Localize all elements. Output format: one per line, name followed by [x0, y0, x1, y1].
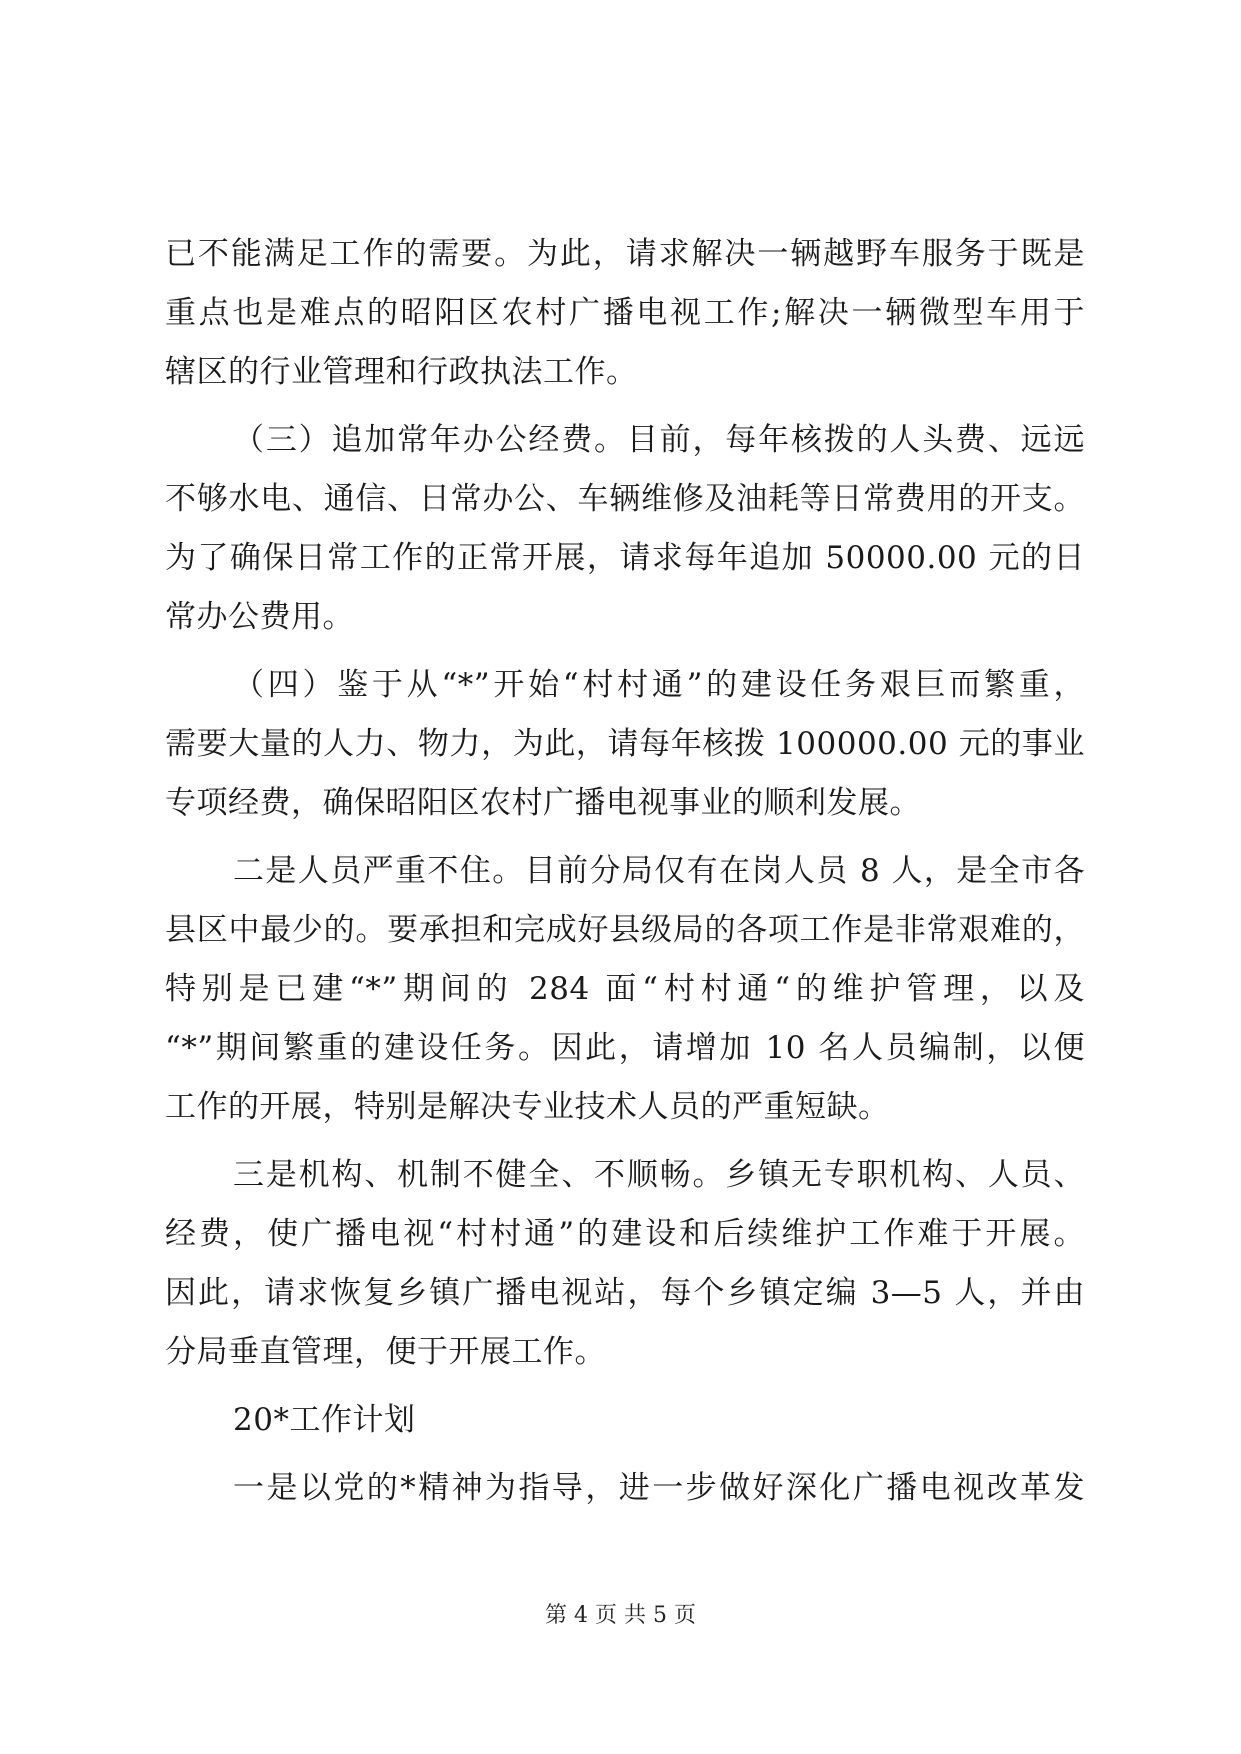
text-line-11: 二是人员严重不住。目前分局仅有在岗人员 8 人，是全市各: [233, 853, 1085, 889]
text-line-2: 重点也是难点的昭阳区农村广播电视工作;解决一辆微型车用于: [165, 295, 1085, 331]
text-line-6: 为了确保日常工作的正常开展，请求每年追加 50000.00 元的日: [165, 540, 1085, 576]
text-line-19: 分局垂直管理，便于开展工作。: [165, 1334, 606, 1370]
section-heading: 20*工作计划: [233, 1402, 416, 1438]
page-footer: 第 4 页 共 5 页: [545, 1603, 696, 1628]
text-line-12: 县区中最少的。要承担和完成好县级局的各项工作是非常艰难的，: [165, 912, 1085, 948]
text-line-13: 特别是已建“*”期间的 284 面“村村通“的维护管理，以及: [165, 971, 1085, 1007]
text-line-4: （三）追加常年办公经费。目前，每年核拨的人头费、远远: [233, 422, 1085, 458]
text-line-3: 辖区的行业管理和行政执法工作。: [165, 354, 638, 390]
text-line-10: 专项经费，确保昭阳区农村广播电视事业的顺利发展。: [165, 785, 921, 821]
text-line-17: 经费，使广播电视“村村通”的建设和后续维护工作难于开展。: [165, 1216, 1085, 1252]
text-line-14: “*”期间繁重的建设任务。因此，请增加 10 名人员编制，以便: [165, 1030, 1085, 1066]
text-line-7: 常办公费用。: [165, 599, 354, 635]
text-line-18: 因此，请求恢复乡镇广播电视站，每个乡镇定编 3—5 人，并由: [165, 1275, 1085, 1311]
text-line-9: 需要大量的人力、物力，为此，请每年核拨 100000.00 元的事业: [165, 726, 1085, 762]
text-line-15: 工作的开展，特别是解决专业技术人员的严重短缺。: [165, 1089, 890, 1125]
text-line-16: 三是机构、机制不健全、不顺畅。乡镇无专职机构、人员、: [233, 1157, 1085, 1193]
text-line-8: （四）鉴于从“*”开始“村村通”的建设任务艰巨而繁重，: [233, 667, 1085, 703]
text-line-1: 已不能满足工作的需要。为此，请求解决一辆越野车服务于既是: [165, 236, 1085, 272]
text-line-21: 一是以党的*精神为指导，进一步做好深化广播电视改革发: [233, 1470, 1085, 1506]
text-line-5: 不够水电、通信、日常办公、车辆维修及油耗等日常费用的开支。: [165, 481, 1085, 517]
